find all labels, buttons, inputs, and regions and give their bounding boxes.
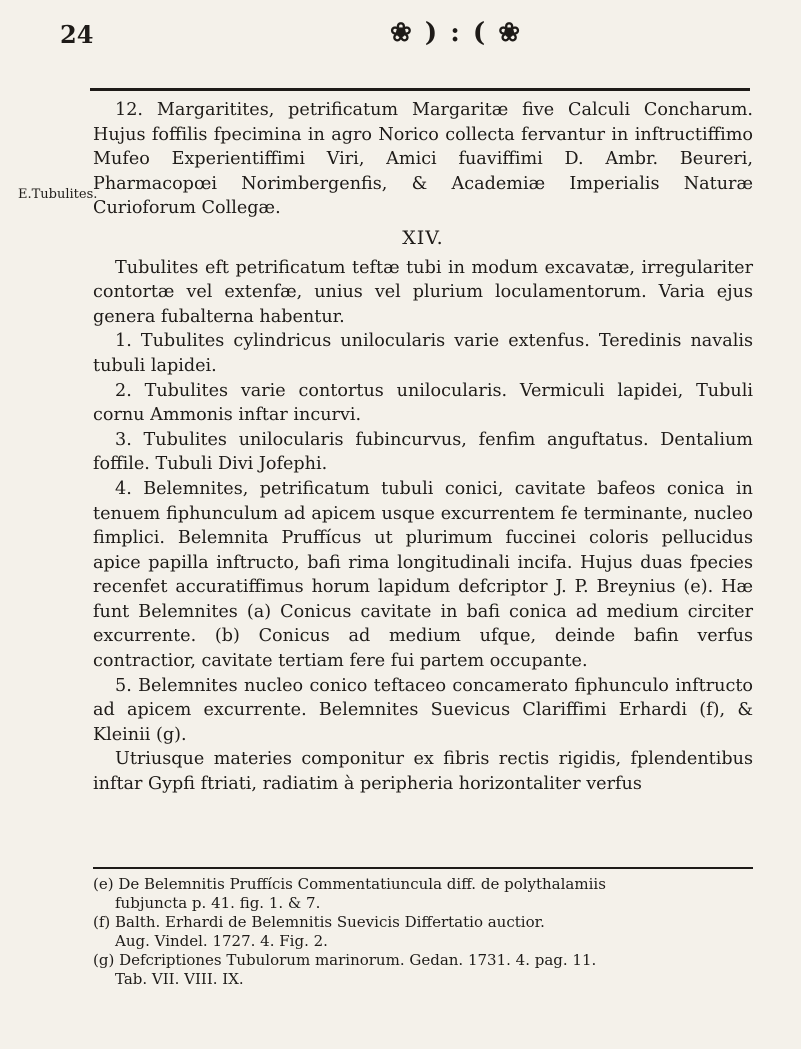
section-number: XIV. xyxy=(402,226,444,249)
paragraph-closing: Utriusque materies componitur ex fibris rectis rigidis, fplendentibus inftar Gypfi ftriati, radiatim à peripheria horizontaliter verfus xyxy=(93,749,753,795)
footnote-e-cont: fubjuncta p. 41. fig. 1. & 7. xyxy=(115,894,321,912)
paragraph-item-1: 1. Tubulites cylindricus unilocularis varie extenfus. Teredinis navalis tubuli lapidei. xyxy=(93,331,753,376)
footnote-rule xyxy=(93,867,753,869)
head-ornament: ❀ ) : ( ❀ xyxy=(390,18,522,48)
paragraph-margaritites: 12. Margaritites, petrificatum Margaritæ five Calculi Concharum. Hujus foffilis fpecimina in agro Norico collecta fervantur in inftructiffimo Mufeo Experientiffimi Viri, Amici fuaviffimi D. Ambr. Beureri, Pharmacopœi Norimbergenfis, & Academiæ Imperialis Naturæ Curioforum Collegæ. xyxy=(93,100,753,219)
footnotes xyxy=(93,875,753,989)
main-text xyxy=(93,98,753,797)
margin-note: E.Tubulites. xyxy=(18,187,98,202)
paragraph-item-3: 3. Tubulites unilocularis fubincurvus, fenfim anguftatus. Dentalium foffile. Tubuli Divi Jofephi. xyxy=(93,429,753,475)
footnote-g-cont: Tab. VII. VIII. IX. xyxy=(115,970,244,988)
footnote-g: (g) Defcriptiones Tubulorum marinorum. Gedan. 1731. 4. pag. 11. xyxy=(93,951,597,969)
page-number: 24 xyxy=(60,20,94,49)
running-head xyxy=(60,14,760,54)
paragraph-tubulites-intro: Tubulites eft petrificatum teftæ tubi in modum excavatæ, irregulariter contortæ vel extenfæ, unius vel plurium loculamentorum. Varia ejus genera fubalterna habentur. xyxy=(93,257,753,327)
paragraph-item-5: 5. Belemnites nucleo conico teftaceo concamerato fiphunculo inftructo ad apicem excurrente. Belemnites Suevicus Clariffimi Erhardi (f), & Kleinii (g). xyxy=(93,675,753,745)
header-rule xyxy=(90,88,750,91)
paragraph-item-4: 4. Belemnites, petrificatum tubuli conici, cavitate bafeos conica in tenuem fiphunculum ad apicem usque excurrentem fe terminante, nucleo fimplici. Belemnita Pruffícus ut plurimum fuccinei coloris pellucidus apice papilla inftructo, bafi rima longitudinali incifa. Hujus duas fpecies recenfet accuratiffimus horum lapidum defcriptor J. P. Breynius (e). Hæ funt Belemnites (a) Conicus cavitate in bafi conica ad medium circiter excurrente. (b) Conicus ad medium ufque, deinde bafin verfus contractior, cavitate tertiam fere fui partem occupante. xyxy=(93,478,753,672)
footnote-f-cont: Aug. Vindel. 1727. 4. Fig. 2. xyxy=(115,932,328,950)
paragraph-item-2: 2. Tubulites varie contortus unilocularis. Vermiculi lapidei, Tubuli cornu Ammonis inftar incurvi. xyxy=(93,380,753,426)
footnote-e: (e) De Belemnitis Pruffícis Commentatiuncula diff. de polythalamiis xyxy=(93,875,606,893)
footnote-f: (f) Balth. Erhardi de Belemnitis Suevicis Differtatio auctior. xyxy=(93,913,545,931)
